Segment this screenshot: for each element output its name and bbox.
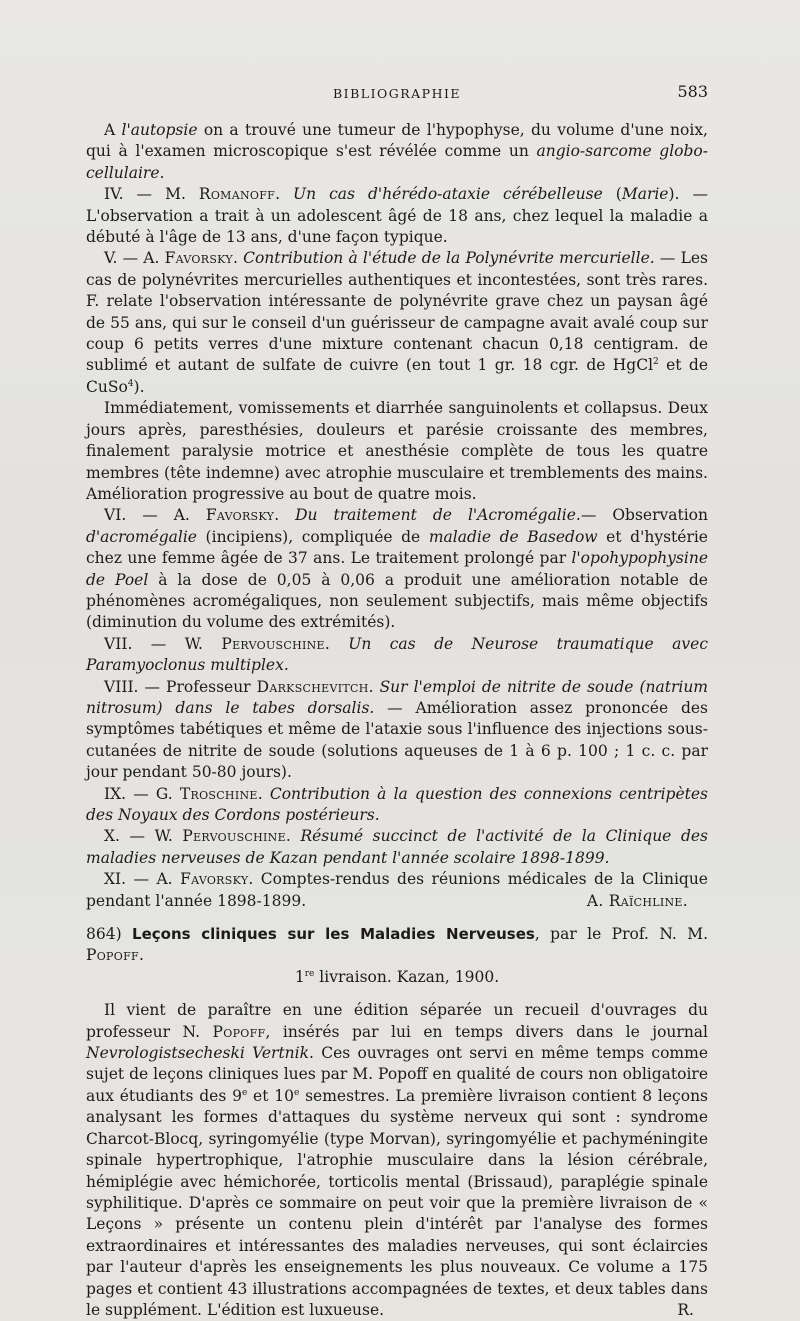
signature-r: R. — [677, 1300, 694, 1319]
entry-vi: VI. — A. Favorsky. Du traitement de l'Acromégalie.— Observation d'acromégalie (incipiens), compliquée de maladie de Basedow et d'hystérie chez une femme âgée de 37 ans. Le traitement prolongé par l'opohypophysine de Poel à la dose de 0,05 à 0,06 a produit une amélioration notable de phénomènes acromégaliques, non seulement subjectifs, mais même objectifs (diminution du volume des extrémités). — [86, 506, 708, 632]
entry-x: X. — W. Pervouschine. Résumé succinct de l'activité de la Clinique des maladies nerveuses de Kazan pendant l'année scolaire 1898-1899. — [86, 827, 708, 867]
entry-title: Leçons cliniques sur les Maladies Nerveuses — [132, 925, 535, 944]
entry-xi: XI. — A. Favorsky. Comptes-rendus des réunions médicales de la Clinique pendant l'année 1898-1899. A. Raïchline. — [86, 869, 708, 912]
entry-vii: VII. — W. Pervouschine. Un cas de Neurose traumatique avec Paramyoclonus multiplex. — [86, 634, 708, 675]
entry-viii: VIII. — Professeur Darkschevitch. Sur l'emploi de nitrite de soude (natrium nitrosum) dans le tabes dorsalis. — Amélioration assez prononcée des symptômes tabétiques et même de l'ataxie sous l'influence des injections sous-cutanées de nitrite de soude (solutions aqueuses de 1 à 6 p. 100 ; 1 c. c. par jour pendant 50-80 jours). — [86, 677, 709, 782]
entry-ix: IX. — G. Troschine. Contribution à la question des connexions centripètes des Noyaux des Cordons postérieurs. — [86, 784, 709, 824]
entry-864-heading: 864) Leçons cliniques sur les Maladies Nerveuses, par le Prof. N. M. Popoff. — [86, 925, 709, 965]
autopsy-paragraph: A l'autopsie on a trouvé une tumeur de l'hypophyse, du volume d'une noix, qui à l'examen microscopique s'est révélée comme un angio-sarcome globo-cellulaire. — [86, 121, 708, 182]
running-head: BIBLIOGRAPHIE — [332, 86, 462, 101]
page-header — [86, 80, 708, 108]
entry-v-continued: Immédiatement, vomissements et diarrhée sanguinolents et collapsus. Deux jours après, paresthésies, douleurs et parésie croissante des membres, finalement paralysie motrice et anesthésie complète de tous les quatre membres (tête indemne) avec atrophie musculaire et tremblements des mains. Amélioration progressive au bout de quatre mois. — [86, 399, 708, 503]
entry-number: 864) — [86, 925, 122, 944]
page-number: 583 — [677, 82, 708, 101]
signature-raichline: A. Raïchline. — [586, 891, 688, 910]
entry-v: V. — A. Favorsky. Contribution à l'étude de la Polynévrite mercurielle. — Les cas de polynévrites mercurielles authentiques et incontestées, sont très rares. F. relate l'observation intéressante de polynévrite grave chez un paysan âgé de 55 ans, qui sur le conseil d'un guérisseur de campagne avait avalé coup sur coup 6 petits verres d'une mixture contenant chacun 0,18 centigram. de sublimé et autant de sulfate de cuivre (en tout 1 gr. 18 cgr. de HgCl$^2$ et de CuSo$^4$). — [86, 249, 708, 396]
entry-864-issue: 1re livraison. Kazan, 1900. — [294, 967, 500, 986]
entry-864-body: Il vient de paraître en une édition séparée un recueil d'ouvrages du professeur N. Popoff, insérés par lui en temps divers dans le journal Nevrologistsecheski Vertnik. Ces ouvrages ont servi en même temps comme sujet de leçons cliniques lues par M. Popoff en qualité de cours non obligatoire aux étudiants des 9e et 10e semestres. La première livraison contient 8 leçons analysant les formes d'attaques du système nerveux qui sont : syndrome Charcot-Blocq, syringomyélie (type Morvan), syringomyélie et pachyméningite spinale hypertrophique, l'atrophie musculaire dans la lésion cérébrale, hémiplégie avec hémichorée, torticolis mental (Brissaud), paraplégie spinale syphilitique. D'après ce sommaire on peut voir que la première livraison de « Leçons » présente un contenu plein d'intérêt par l'analyse des formes extraordinaires et intéressantes des maladies nerveuses, qui sont éclaircies par l'auteur d'après les enseignements les plus nouveaux. Ce volume a 175 pages et contient 43 illustrations accompagnées de textes, et deux tables dans le supplément. L'édition est luxueuse. R. — [86, 1000, 708, 1321]
entry-iv: IV. — M. Romanoff. Un cas d'hérédo-ataxie cérébelleuse (Marie). — L'observation a trait à un adolescent âgé de 18 ans, chez lequel la maladie a débuté à l'âge de 13 ans, d'une façon typique. — [86, 185, 708, 247]
